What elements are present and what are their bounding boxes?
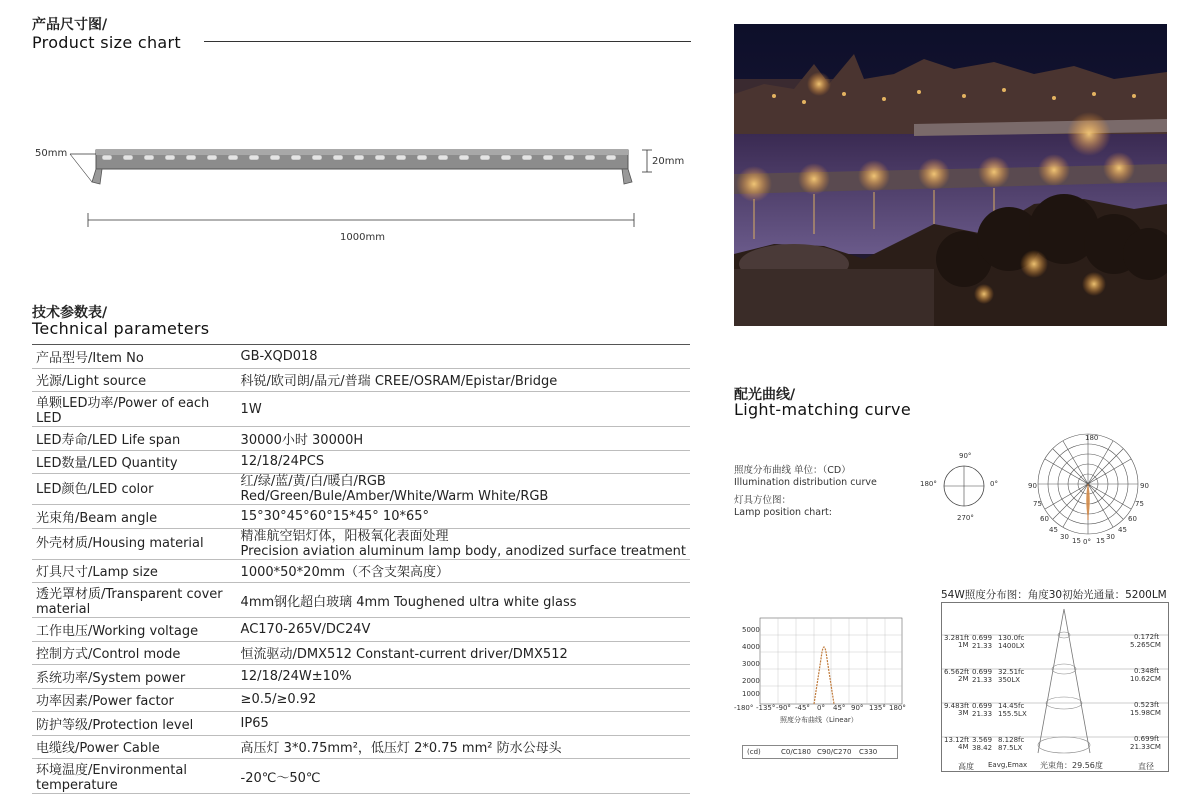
x-tick: -90° xyxy=(776,704,791,712)
param-key: LED颜色/LED color xyxy=(32,474,237,505)
curve-desc-1: 照度分布曲线 单位：（CD） xyxy=(734,465,851,476)
right-bracket xyxy=(622,169,632,184)
pos-label-270: 270° xyxy=(957,514,974,522)
param-key: 功率因素/Power factor xyxy=(32,688,237,712)
param-value: 12/18/24W±10% xyxy=(237,665,690,689)
param-value: 高压灯 3*0.75mm²，低压灯 2*0.75 mm² 防水公母头 xyxy=(237,735,690,759)
tech-title-cn: 技术参数表/ xyxy=(32,305,108,321)
polar-label: 0° xyxy=(1083,538,1091,546)
param-key: 控制方式/Control mode xyxy=(32,641,237,665)
param-value: 科锐/欧司朗/晶元/普瑞 CREE/OSRAM/Epistar/Bridge xyxy=(237,368,690,392)
linear-caption: 照度分布曲线（Linear） xyxy=(780,716,858,724)
param-value: 1000*50*20mm（不含支架高度） xyxy=(237,559,690,583)
polar-label: 30 xyxy=(1060,533,1069,541)
pos-label-90: 90° xyxy=(959,452,972,460)
param-value: GB-XQD018 xyxy=(237,345,690,369)
x-tick: 90° xyxy=(851,704,864,712)
dim-depth-label: 20mm xyxy=(652,156,685,167)
size-chart-divider xyxy=(204,41,691,42)
polar-label: 90 xyxy=(1028,482,1037,490)
param-key: 电缆线/Power Cable xyxy=(32,735,237,759)
polar-label: 75 xyxy=(1135,500,1144,508)
param-value: -20℃～50℃ xyxy=(237,759,690,794)
curve-desc-3: 灯具方位图： xyxy=(734,495,792,506)
table-row xyxy=(32,712,690,736)
tech-title-en: Technical parameters xyxy=(32,319,210,338)
curve-title-en: Light-matching curve xyxy=(734,400,911,419)
x-tick: -45° xyxy=(795,704,810,712)
curve-desc-4: Lamp position chart: xyxy=(734,507,832,518)
param-key: 透光罩材质/Transparent cover material xyxy=(32,583,237,618)
parameters-table xyxy=(32,344,690,794)
param-value: 12/18/24PCS xyxy=(237,450,690,474)
dim-length-label: 1000mm xyxy=(340,232,385,243)
param-key: 系统功率/System power xyxy=(32,665,237,689)
x-tick: 45° xyxy=(833,704,846,712)
table-row xyxy=(32,368,690,392)
lamp-top-edge xyxy=(96,150,628,155)
param-key: 单颗LED功率/Power of each LED xyxy=(32,392,237,427)
polar-label: 30 xyxy=(1106,533,1115,541)
param-key: LED数量/LED Quantity xyxy=(32,450,237,474)
polar-label: 60 xyxy=(1128,515,1137,523)
polar-label: 180 xyxy=(1085,434,1099,442)
param-value: 红/绿/蓝/黄/白/暖白/RGB Red/Green/Bule/Amber/White/Warm White/RGB xyxy=(237,474,690,505)
x-tick: -180° xyxy=(734,704,754,712)
polar-label: 15 xyxy=(1096,537,1105,545)
linear-legend: (cd) C0/C180 C90/C270 C330 xyxy=(742,745,898,759)
polar-label: 45 xyxy=(1049,526,1058,534)
table-row xyxy=(32,345,690,369)
param-key: 灯具尺寸/Lamp size xyxy=(32,559,237,583)
y-tick: 5000 xyxy=(742,626,760,634)
size-chart-title-cn: 产品尺寸图/ xyxy=(32,17,108,33)
cone-chart-title: 54W照度分布图：角度30初始光通量：5200LM xyxy=(941,589,1167,601)
cone-chart: 3.281ft 1M 0.699 21.33 130.0fc 1400LX 0.172ft 5.265CM 6.562ft 2M 0.699 21.33 32.51fc 350LX 0.348ft 10.62CM 9.483ft 3M 0.699 21.33 14.45fc 155.5LX 0.523ft 15.98CM 13.12ft 4M 3.569 38.42 8.128fc 87.5LX 0.699ft 21.33CM 高度 Eavg,Emax 光束角：29.56度 直径 xyxy=(941,602,1169,772)
lamp-position-chart xyxy=(938,460,990,516)
y-tick: 4000 xyxy=(742,643,760,651)
param-key: 外壳材质/Housing material xyxy=(32,528,237,559)
param-value: 30000小时 30000H xyxy=(237,427,690,451)
param-value: 1W xyxy=(237,392,690,427)
table-row xyxy=(32,528,690,559)
param-value: AC170-265V/DC24V xyxy=(237,618,690,642)
size-chart-title-en: Product size chart xyxy=(32,33,181,52)
param-key: 环境温度/Environmental temperature xyxy=(32,759,237,794)
table-row xyxy=(32,392,690,427)
param-value: 恒流驱动/DMX512 Constant-current driver/DMX512 xyxy=(237,641,690,665)
polar-distribution-chart xyxy=(1030,430,1150,546)
param-key: 工作电压/Working voltage xyxy=(32,618,237,642)
param-key: 光束角/Beam angle xyxy=(32,505,237,529)
table-row xyxy=(32,474,690,505)
polar-label: 90 xyxy=(1140,482,1149,490)
table-row xyxy=(32,618,690,642)
y-tick: 2000 xyxy=(742,677,760,685)
param-key: LED寿命/LED Life span xyxy=(32,427,237,451)
linear-distribution-chart xyxy=(736,612,908,712)
dim-height-label: 50mm xyxy=(35,148,68,159)
table-row xyxy=(32,583,690,618)
table-row xyxy=(32,505,690,529)
y-tick: 1000 xyxy=(742,690,760,698)
table-row xyxy=(32,450,690,474)
table-row xyxy=(32,759,690,794)
polar-label: 75 xyxy=(1033,500,1042,508)
x-tick: 180° xyxy=(889,704,906,712)
table-row xyxy=(32,665,690,689)
table-row xyxy=(32,427,690,451)
x-tick: 0° xyxy=(817,704,825,712)
curve-title-cn: 配光曲线/ xyxy=(734,387,796,403)
table-row xyxy=(32,641,690,665)
pos-label-180: 180° xyxy=(920,480,937,488)
param-key: 防护等级/Protection level xyxy=(32,712,237,736)
param-key: 产品型号/Item No xyxy=(32,345,237,369)
param-value: 精准航空铝灯体，阳极氧化表面处理 Precision aviation aluminum lamp body, anodized surface treatment xyxy=(237,528,690,559)
param-value: IP65 xyxy=(237,712,690,736)
x-tick: 135° xyxy=(869,704,886,712)
curve-desc-2: Illumination distribution curve xyxy=(734,477,877,488)
polar-label: 60 xyxy=(1040,515,1049,523)
param-value: 15°30°45°60°15*45° 10*65° xyxy=(237,505,690,529)
param-value: 4mm钢化超白玻璃 4mm Toughened ultra white glass xyxy=(237,583,690,618)
x-tick: -135° xyxy=(756,704,776,712)
night-city-photo xyxy=(734,24,1167,326)
param-key: 光源/Light source xyxy=(32,368,237,392)
table-row xyxy=(32,559,690,583)
table-row xyxy=(32,735,690,759)
polar-label: 45 xyxy=(1118,526,1127,534)
pos-label-0: 0° xyxy=(990,480,998,488)
table-row xyxy=(32,688,690,712)
left-bracket xyxy=(92,169,102,184)
y-tick: 3000 xyxy=(742,660,760,668)
param-value: ≥0.5/≥0.92 xyxy=(237,688,690,712)
polar-label: 15 xyxy=(1072,537,1081,545)
